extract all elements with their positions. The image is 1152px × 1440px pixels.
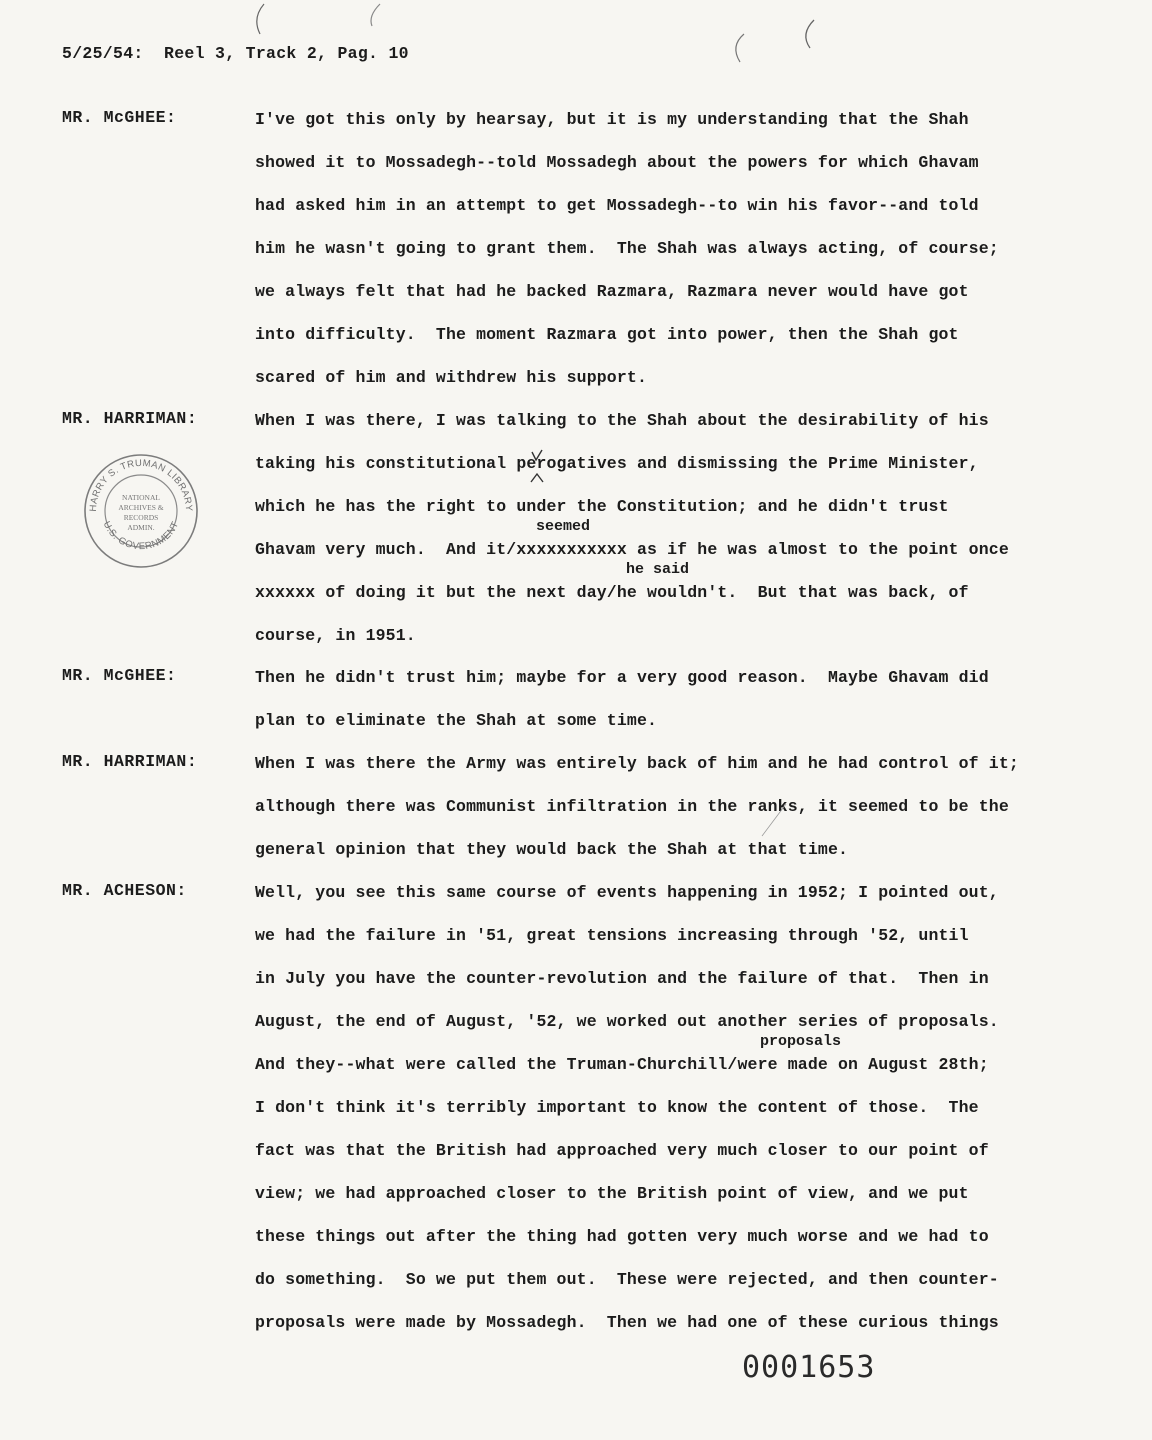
speaker-mcghee-1: MR. McGHEE: xyxy=(62,108,177,127)
transcript-line: plan to eliminate the Shah at some time. xyxy=(255,711,658,730)
speaker-mcghee-2: MR. McGHEE: xyxy=(62,666,177,685)
transcript-line: Well, you see this same course of events happening in 1952; I pointed out, xyxy=(255,883,999,902)
transcript-line: taking his constitutional perogatives and dismissing the Prime Minister, xyxy=(255,454,979,473)
page-header: 5/25/54: Reel 3, Track 2, Pag. 10 xyxy=(62,44,409,63)
transcript-line: we always felt that had he backed Razmara, Razmara never would have got xyxy=(255,282,969,301)
transcript-line: into difficulty. The moment Razmara got into power, then the Shah got xyxy=(255,325,959,344)
transcript-line: Then he didn't trust him; maybe for a very good reason. Maybe Ghavam did xyxy=(255,668,989,687)
transcript-line: view; we had approached closer to the British point of view, and we put xyxy=(255,1184,969,1203)
transcript-line: When I was there, I was talking to the Shah about the desirability of his xyxy=(255,411,989,430)
transcript-line: which he has the right to under the Constitution; and he didn't trust xyxy=(255,497,949,516)
insertion-proposals: proposals xyxy=(760,1033,842,1050)
archive-stamp xyxy=(82,452,200,570)
speaker-harriman-1: MR. HARRIMAN: xyxy=(62,409,198,428)
clip-mark xyxy=(240,0,840,80)
transcript-line: When I was there the Army was entirely back of him and he had control of it; xyxy=(255,754,1019,773)
insertion-seemed: seemed xyxy=(536,518,591,535)
transcript-line: proposals were made by Mossadegh. Then we had one of these curious things xyxy=(255,1313,999,1332)
transcript-line: fact was that the British had approached very much closer to our point of xyxy=(255,1141,989,1160)
transcript-line: although there was Communist infiltration in the ranks, it seemed to be the xyxy=(255,797,1009,816)
speaker-harriman-2: MR. HARRIMAN: xyxy=(62,752,198,771)
transcript-line: these things out after the thing had gotten very much worse and we had to xyxy=(255,1227,989,1246)
speaker-acheson: MR. ACHESON: xyxy=(62,881,187,900)
stamp-line: ARCHIVES & xyxy=(118,503,164,512)
stamp-ring-top: HARRY S. TRUMAN LIBRARY xyxy=(87,457,195,512)
transcript-line: I don't think it's terribly important to know the content of those. The xyxy=(255,1098,979,1117)
insertion-he-said: he said xyxy=(626,561,690,578)
transcript-line: him he wasn't going to grant them. The Shah was always acting, of course; xyxy=(255,239,999,258)
document-number: 0001653 xyxy=(742,1350,876,1385)
transcript-line: we had the failure in '51, great tensions increasing through '52, until xyxy=(255,926,969,945)
transcript-line: August, the end of August, '52, we worked out another series of proposals. xyxy=(255,1012,999,1031)
transcript-line: showed it to Mossadegh--told Mossadegh about the powers for which Ghavam xyxy=(255,153,979,172)
stamp-line: RECORDS xyxy=(123,513,159,522)
transcript-line: scared of him and withdrew his support. xyxy=(255,368,648,387)
transcript-line: general opinion that they would back the Shah at that time. xyxy=(255,840,849,859)
transcript-line: do something. So we put them out. These were rejected, and then counter- xyxy=(255,1270,999,1289)
transcript-line: course, in 1951. xyxy=(255,626,416,645)
transcript-line: Ghavam very much. And it/xxxxxxxxxxx as if he was almost to the point once xyxy=(255,540,1009,559)
transcript-line: xxxxxx of doing it but the next day/he wouldn't. But that was back, of xyxy=(255,583,969,602)
stamp-line: ADMIN. xyxy=(127,523,155,532)
transcript-line: And they--what were called the Truman-Churchill/were made on August 28th; xyxy=(255,1055,989,1074)
pen-mark xyxy=(760,800,790,840)
transcript-line: I've got this only by hearsay, but it is my understanding that the Shah xyxy=(255,110,969,129)
stamp-line: NATIONAL xyxy=(122,493,160,502)
transcript-line: in July you have the counter-revolution and the failure of that. Then in xyxy=(255,969,989,988)
transcript-line: had asked him in an attempt to get Mossadegh--to win his favor--and told xyxy=(255,196,979,215)
stamp-ring-bottom: U.S. GOVERNMENT xyxy=(100,519,182,553)
caret-mark xyxy=(528,446,548,486)
